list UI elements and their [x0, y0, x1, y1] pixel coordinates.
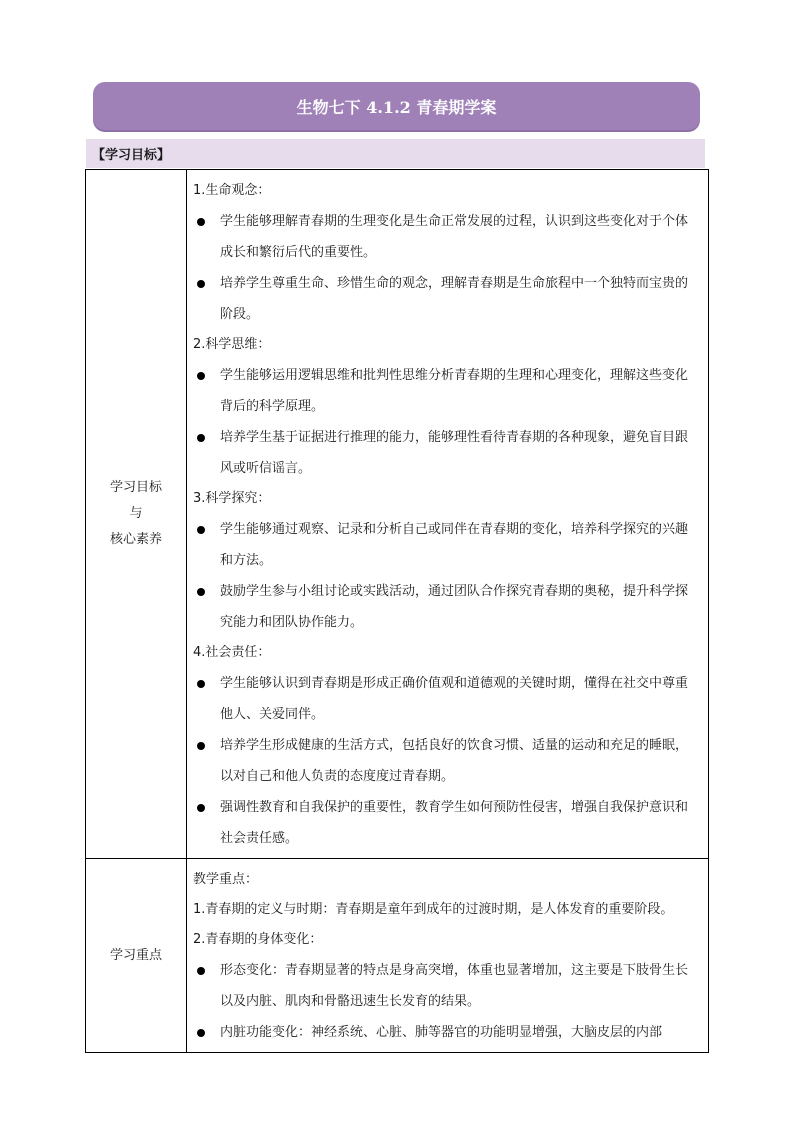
- bullet-icon: [197, 372, 205, 380]
- row-content-core-literacy: [187, 170, 709, 859]
- list-item: 培养学生基于证据进行推理的能力，能够理性看待青春期的各种现象，避免盲目跟风或听信谣言。: [193, 422, 700, 484]
- block-heading: 2.青春期的身体变化：: [193, 932, 323, 947]
- list-item: 学生能够认识到青春期是形成正确价值观和道德观的关键时期，懂得在社交中尊重他人、关爱同伴。: [193, 668, 700, 730]
- row-label-line: 学习重点: [109, 947, 162, 963]
- block-heading: 2.科学思维：: [193, 337, 271, 352]
- block-heading: 1.生命观念：: [193, 183, 271, 198]
- block-heading: 教学重点：: [193, 872, 259, 887]
- row-label-line: 核心素养: [109, 532, 162, 547]
- list-item: 强调性教育和自我保护的重要性，教育学生如何预防性侵害，增强自我保护意识和社会责任感。: [193, 792, 700, 854]
- document-title: 生物七下 4.1.2 青春期学案: [93, 82, 700, 130]
- table-row: [86, 170, 709, 859]
- list-item: 学生能够理解青春期的生理变化是生命正常发展的过程，认识到这些变化对于个体成长和繁衍后代的重要性。: [193, 206, 700, 268]
- row-label-core-literacy: [86, 170, 187, 859]
- bullet-icon: [197, 742, 205, 750]
- block-heading: 3.科学探究：: [193, 491, 271, 506]
- list-item: 学生能够通过观察、记录和分析自己或同伴在青春期的变化，培养科学探究的兴趣和方法。: [193, 514, 700, 576]
- bullet-icon: [197, 526, 205, 534]
- row-content-key-points: [187, 859, 709, 1053]
- list-item: 培养学生尊重生命、珍惜生命的观念，理解青春期是生命旅程中一个独特而宝贵的阶段。: [193, 268, 700, 330]
- bullet-icon: [197, 434, 205, 442]
- objectives-table: [85, 169, 709, 1053]
- bullet-icon: [197, 280, 205, 288]
- section-heading: 【学习目标】: [86, 139, 705, 168]
- list-item: 学生能够运用逻辑思维和批判性思维分析青春期的生理和心理变化，理解这些变化背后的科学原理。: [193, 360, 700, 422]
- row-label-line: 学习目标: [109, 480, 162, 495]
- row-label-line: 与: [129, 506, 143, 521]
- row-label-key-points: [86, 859, 187, 1053]
- block-heading: 1.青春期的定义与时期：青春期是童年到成年的过渡时期，是人体发育的重要阶段。: [193, 902, 674, 917]
- bullet-icon: [197, 218, 205, 226]
- block-heading: 4.社会责任：: [193, 645, 271, 660]
- list-item: 形态变化：青春期显著的特点是身高突增，体重也显著增加，这主要是下肢骨生长以及内脏、肌肉和骨骼迅速生长发育的结果。: [193, 955, 700, 1017]
- bullet-icon: [197, 1029, 205, 1037]
- list-item: 鼓励学生参与小组讨论或实践活动，通过团队合作探究青春期的奥秘，提升科学探究能力和团队协作能力。: [193, 576, 700, 638]
- list-item: 培养学生形成健康的生活方式，包括良好的饮食习惯、适量的运动和充足的睡眠，以对自己和他人负责的态度度过青春期。: [193, 730, 700, 792]
- bullet-icon: [197, 967, 205, 975]
- bullet-icon: [197, 588, 205, 596]
- bullet-icon: [197, 680, 205, 688]
- list-item: 内脏功能变化：神经系统、心脏、肺等器官的功能明显增强，大脑皮层的内部: [193, 1017, 700, 1048]
- table-row: [86, 859, 709, 1053]
- bullet-icon: [197, 804, 205, 812]
